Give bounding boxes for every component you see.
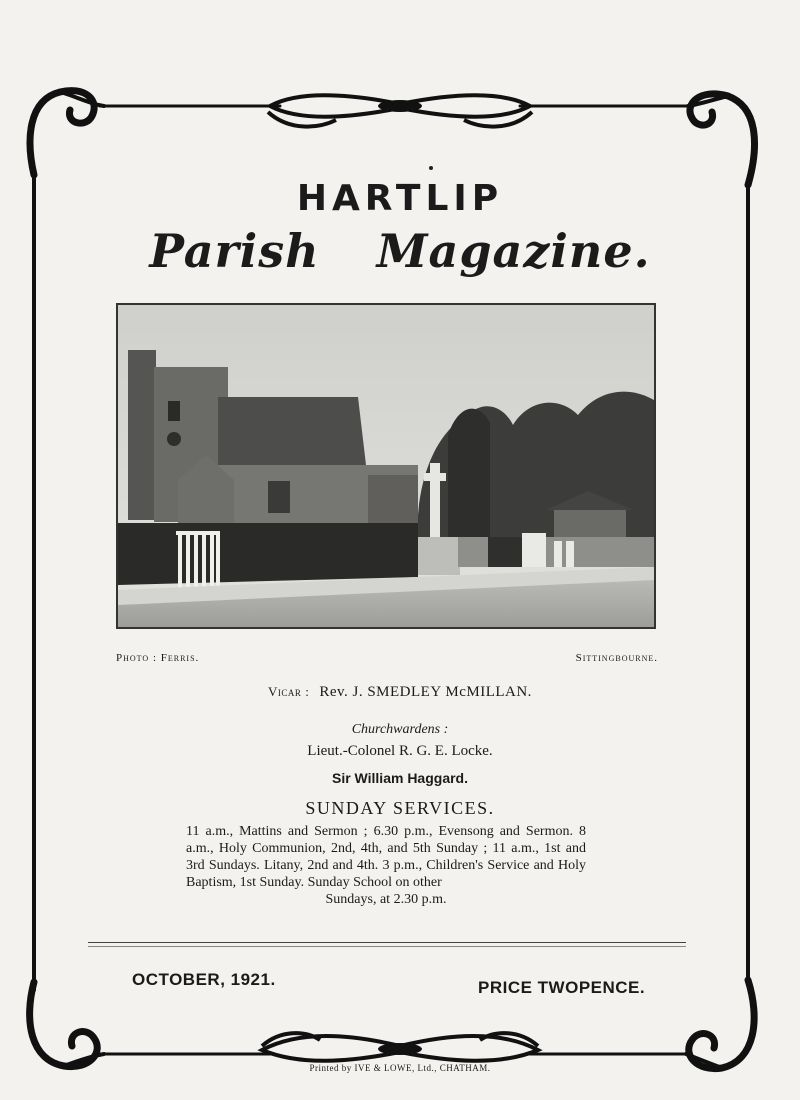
services-body: 11 a.m., Mattins and Sermon ; 6.30 p.m., Evensong and Sermon. 8 a.m., Holy Communion, 2nd, 4th, and 5th Sunday ; 11 a.m., 1st and 3rd Sundays. Litany, 2nd and 4th. 3 p.m., Children's Service and Holy Baptism, 1st Sunday. Sunday School on other: [186, 824, 586, 890]
church-photograph: [116, 303, 656, 629]
divider-rule: [88, 946, 686, 947]
churchwarden-name: Lieut.-Colonel R. G. E. Locke.: [307, 743, 493, 759]
bottom-center-ornament: [262, 1033, 538, 1061]
services-text: [186, 823, 586, 908]
vicar-label: Vicar :: [268, 684, 310, 699]
churchwardens-label: Churchwardens :: [351, 722, 449, 737]
divider-rule: [88, 942, 686, 943]
photo-credit: Photo : Ferris.: [116, 652, 200, 664]
photo-location: Sittingbourne.: [575, 652, 658, 664]
printer-imprint: Printed by IVE & LOWE, Ltd., CHATHAM.: [309, 1063, 491, 1073]
issue-date: OCTOBER, 1921.: [132, 970, 276, 989]
masthead-subtitle: Parish Magazine.: [149, 224, 651, 278]
top-center-ornament: [268, 95, 532, 126]
services-heading: SUNDAY SERVICES.: [305, 798, 495, 818]
services-last-line: Sundays, at 2.30 p.m.: [325, 892, 447, 907]
masthead-title: HARTLIP: [296, 178, 504, 219]
vicar-name: Rev. J. SMEDLEY McMILLAN.: [319, 684, 532, 700]
vicar-line: [0, 684, 800, 701]
issue-price: PRICE TWOPENCE.: [478, 978, 646, 997]
churchwarden-name: Sir William Haggard.: [331, 770, 468, 786]
